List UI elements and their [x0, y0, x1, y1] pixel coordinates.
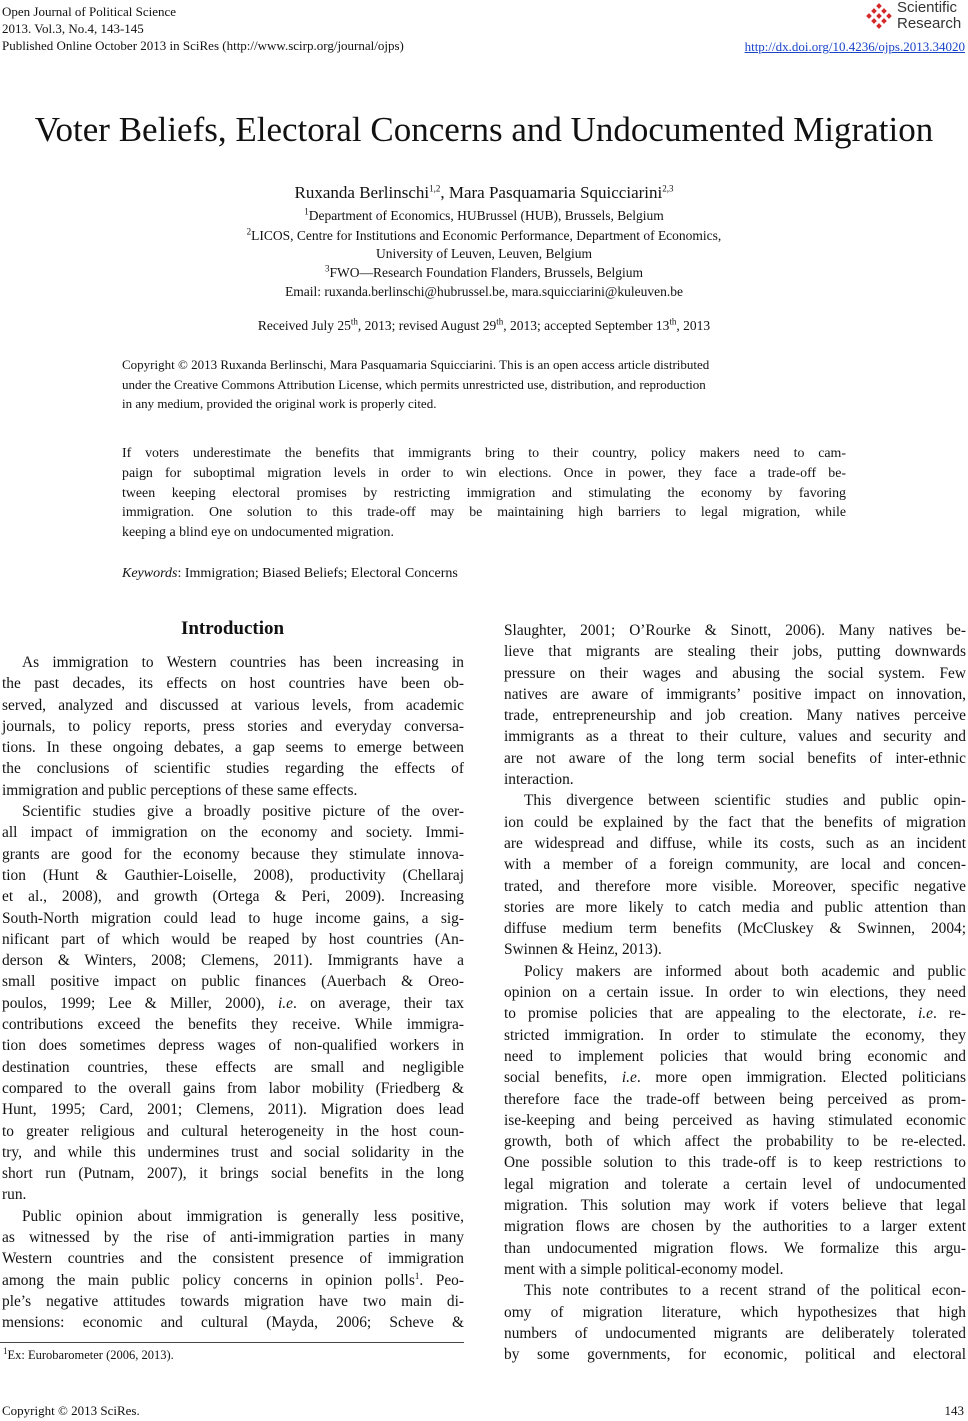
affiliation-2-cont: University of Leuven, Leuven, Belgium [376, 246, 592, 261]
body-line: short run (Putnam, 2007), it brings social benefits in the long [2, 1165, 464, 1183]
footer-copyright: Copyright © 2013 SciRes. [2, 1403, 140, 1418]
author-separator: , [440, 183, 449, 202]
body-line: Swinnen & Heinz, 2013). [504, 941, 662, 959]
body-line: growth, both of which affect the probability to be re-elected. [504, 1133, 966, 1151]
footnote-num: 1 [3, 1345, 8, 1356]
body-line [504, 1067, 966, 1088]
body-line: et al., 2008), and growth (Ortega & Peri, 2009). Increasing [2, 888, 464, 906]
body-line: with a member of a foreign community, are local and concen- [504, 856, 966, 874]
body-line: run. [2, 1186, 27, 1204]
body-line: served, analyzed and discussed at various levels, from academic [2, 696, 464, 714]
body-line [2, 1270, 464, 1291]
author-1-affil: 1,2 [429, 183, 441, 194]
body-line: trated, and therefore more visible. Moreover, specific negative [504, 877, 966, 895]
body-line: legal migration and tolerate a certain level of undocumented [504, 1175, 966, 1193]
body-line: Slaughter, 2001; O’Rourke & Sinott, 2006). Many natives be- [504, 622, 966, 639]
body-line: therefore face the trade-off between being perceived as prom- [504, 1090, 966, 1108]
keywords-label: Keywords [122, 566, 178, 581]
body-line: One possible solution to this trade-off is to keep restrictions to [504, 1154, 966, 1172]
body-line: migration flows are chosen by the authorities to a larger extent [504, 1218, 966, 1236]
body-line: try, and while this undermines trust and social solidarity in the [2, 1143, 464, 1161]
body-line: Public opinion about immigration is generally less positive, [22, 1207, 464, 1225]
body-line: Western countries and the consistent presence of immigration [2, 1250, 464, 1268]
footnote [3, 1347, 174, 1363]
body-line: stricted immigration. In order to stimulate the economy, they [504, 1026, 966, 1044]
received-p1: Received July 25 [257, 318, 351, 333]
body-line: nificant part of which would be reaped by host countries (An- [2, 930, 464, 948]
body-line: tion (Hunt & Gauthier-Loiselle, 2008), productivity (Chellaraj [2, 866, 464, 884]
copyright-line: in any medium, provided the original work is properly cited. [122, 396, 437, 411]
abstract [122, 444, 846, 543]
copyright-line: under the Creative Commons Attribution License, which permits unrestricted use, distribution, and reproduction [122, 376, 706, 392]
author-emails: Email: ruxanda.berlinschi@hubrussel.be, mara.squicciarini@kuleuven.be [285, 284, 683, 299]
body-line: than undocumented migration flows. We formalize this argu- [504, 1239, 966, 1257]
abstract-line: paign for suboptimal migration levels in order to win elections. Once in power, they face a trade-off be- [122, 465, 846, 481]
body-text: to promise policies that are appealing to the electorate, [504, 1005, 919, 1023]
received-s2: th [496, 316, 504, 327]
body-line: ise-keeping and being perceived as having stimulated economic [504, 1111, 966, 1129]
author-list [0, 183, 968, 203]
abstract-line: tween keeping electoral promises by restricting immigration and stimulating the economy by favoring [122, 485, 846, 501]
body-line: by some governments, for economic, political and electoral [504, 1346, 966, 1364]
affiliation-2 [0, 227, 968, 244]
body-line: as witnessed by the rise of anti-immigration parties in many [2, 1229, 464, 1247]
journal-name: Open Journal of Political Science [2, 4, 177, 19]
affiliation-3 [0, 264, 968, 281]
received-s3: th [669, 316, 677, 327]
publisher-logo [864, 0, 964, 34]
body-line: interaction. [504, 771, 574, 789]
body-line: tions. In these ongoing debates, a gap seems to emerge between [2, 739, 464, 757]
body-line: opinion on a certain issue. In order to win elections, they need [504, 984, 966, 1002]
ie-italic: i.e [278, 994, 293, 1012]
logo-text-line2: Research [897, 15, 962, 32]
body-line: small positive impact on public finances (Auerbach & Oreo- [2, 973, 464, 991]
body-line: to greater religious and cultural heterogeneity in the host coun- [2, 1122, 464, 1140]
body-line: destination countries, these effects are small and negligible [2, 1058, 464, 1076]
body-line: numbers of undocumented migrants are deliberately tolerated [504, 1324, 966, 1342]
body-text: . on average, their tax [293, 994, 464, 1012]
body-line: omy of migration literature, which hypothesizes that high [504, 1303, 966, 1321]
body-line: migration. This solution may work if voters believe that legal [504, 1197, 966, 1215]
body-line: ple’s negative attitudes towards migration have two main di- [2, 1292, 464, 1310]
body-line: pressure on their wages and abusing the social system. Few [504, 664, 966, 682]
body-line: grants are good for the economy because they stimulate innova- [2, 845, 464, 863]
affiliation-1 [0, 207, 968, 224]
body-line: This note contributes to a recent strand of the political econ- [524, 1282, 966, 1300]
ie-italic: i.e [621, 1069, 637, 1087]
body-text: social benefits, [504, 1069, 622, 1087]
body-line: South-North migration could lead to huge income gains, a sig- [2, 909, 464, 927]
body-line: Scientific studies give a broadly positive picture of the over- [22, 803, 464, 821]
journal-volume: 2013. Vol.3, No.4, 143-145 [2, 21, 144, 36]
body-line: need to implement policies that would bring economic and [504, 1047, 966, 1065]
body-line: tion does sometimes depress wages of non-qualified workers in [2, 1037, 464, 1055]
received-p3: , 2013; accepted September 13 [503, 318, 670, 333]
abstract-line: If voters underestimate the benefits that immigrants bring to their country, policy makers need to cam- [122, 446, 846, 461]
body-line: diffuse medium term benefits (McCluskey & Swinnen, 2004; [504, 920, 966, 938]
keywords [122, 564, 458, 583]
author-2-affil: 2,3 [662, 183, 674, 194]
body-line: derson & Winters, 2008; Clemens, 2011). Immigrants have a [2, 952, 464, 970]
body-line: mensions: economic and cultural (Mayda, 2006; Scheve & [2, 1314, 464, 1332]
body-line: ment with a simple political-economy model. [504, 1260, 784, 1278]
ie-italic: i.e [918, 1005, 933, 1023]
body-line: lieve that migrants are stealing their jobs, putting downwards [504, 643, 966, 661]
body-line: Policy makers are informed about both academic and public [524, 962, 966, 980]
scientific-research-logo-icon [864, 3, 894, 33]
body-text: . re- [933, 1005, 966, 1023]
body-line: immigration and public perceptions of these same effects. [2, 781, 358, 799]
body-line: stories are more likely to catch media and public attention than [504, 898, 966, 916]
body-line: journals, to policy reports, press stories and everyday conversa- [2, 717, 464, 735]
section-title-introduction: Introduction [180, 618, 285, 639]
copyright-notice [122, 355, 846, 414]
journal-published: Published Online October 2013 in SciRes (http://www.scirp.org/journal/ojps) [2, 38, 404, 53]
body-text: . more open immigration. Elected politicians [636, 1069, 966, 1087]
body-line: This divergence between scientific studies and public opin- [524, 792, 966, 810]
affiliation-1-text: Department of Economics, HUBrussel (HUB), Brussels, Belgium [308, 208, 664, 223]
body-line: contributions exceed the benefits they receive. While immigra- [2, 1016, 464, 1034]
affiliation-2-num: 2 [246, 226, 252, 237]
author-2: Mara Pasquamaria Squicciarini [448, 183, 663, 202]
keywords-text: : Immigration; Biased Beliefs; Electoral Concerns [177, 566, 458, 581]
right-column [504, 620, 966, 1365]
body-line: Hunt, 1995; Card, 2001; Clemens, 2011). Migration does lead [2, 1101, 464, 1119]
body-text: among the main public policy concerns in opinion polls [2, 1271, 415, 1289]
received-p4: , 2013 [676, 318, 711, 333]
abstract-line: immigration. One solution to this trade-off may be maintaining high barriers to legal migration, while [122, 505, 846, 521]
body-line: compared to the overall gains from labor mobility (Friedberg & [2, 1079, 464, 1097]
footnote-text: Ex: Eurobarometer (2006, 2013). [7, 1348, 174, 1362]
body-text: poulos, 1999; Lee & Miller, 2000), [2, 994, 279, 1012]
body-line: trade, entrepreneurship and job creation. Many natives perceive [504, 707, 966, 725]
received-s1: th [350, 316, 358, 327]
paper-title: Voter Beliefs, Electoral Concerns and Undocumented Migration [34, 110, 934, 149]
abstract-line: keeping a blind eye on undocumented migration. [122, 525, 394, 541]
affiliation-3-num: 3 [325, 263, 330, 274]
received-p2: , 2013; revised August 29 [357, 318, 497, 333]
body-text: . Peo- [419, 1271, 464, 1289]
affiliation-1-num: 1 [304, 206, 309, 217]
author-1: Ruxanda Berlinschi [294, 183, 430, 202]
body-line: the past decades, its effects on host countries have been ob- [2, 675, 464, 693]
body-line: the conclusions of scientific studies regarding the effects of [2, 760, 464, 778]
left-column [2, 652, 464, 1334]
body-line: immigrants as a threat to their culture, values and security and [504, 728, 966, 746]
footnote-divider [0, 1342, 464, 1343]
doi-link[interactable]: http://dx.doi.org/10.4236/ojps.2013.34020 [744, 39, 965, 54]
body-line: are widespread and diffuse, while its costs, such as an incident [504, 834, 966, 852]
received-dates [0, 317, 968, 334]
logo-text-line1: Scientific [897, 0, 958, 16]
affiliation-3-text: FWO—Research Foundation Flanders, Brussels, Belgium [329, 265, 643, 280]
body-line: all impact of immigration on the economy and society. Immi- [2, 824, 464, 842]
body-line: are not aware of the long term social benefits of inter-ethnic [504, 749, 966, 767]
footnote-marker[interactable]: 1 [414, 1270, 420, 1281]
body-line: ion could be explained by the fact that the benefits of migration [504, 813, 966, 831]
body-line [2, 993, 464, 1014]
affiliation-2-text: LICOS, Centre for Institutions and Economic Performance, Department of Economics, [251, 228, 722, 243]
body-line: natives are aware of immigrants’ positive impact on innovation, [504, 685, 966, 703]
body-line [504, 1003, 966, 1024]
page-number: 143 [944, 1403, 964, 1418]
copyright-line: Copyright © 2013 Ruxanda Berlinschi, Mara Pasquamaria Squicciarini. This is an open access article distributed [122, 357, 710, 372]
journal-header [2, 3, 404, 54]
body-line: As immigration to Western countries has been increasing in [22, 654, 464, 671]
